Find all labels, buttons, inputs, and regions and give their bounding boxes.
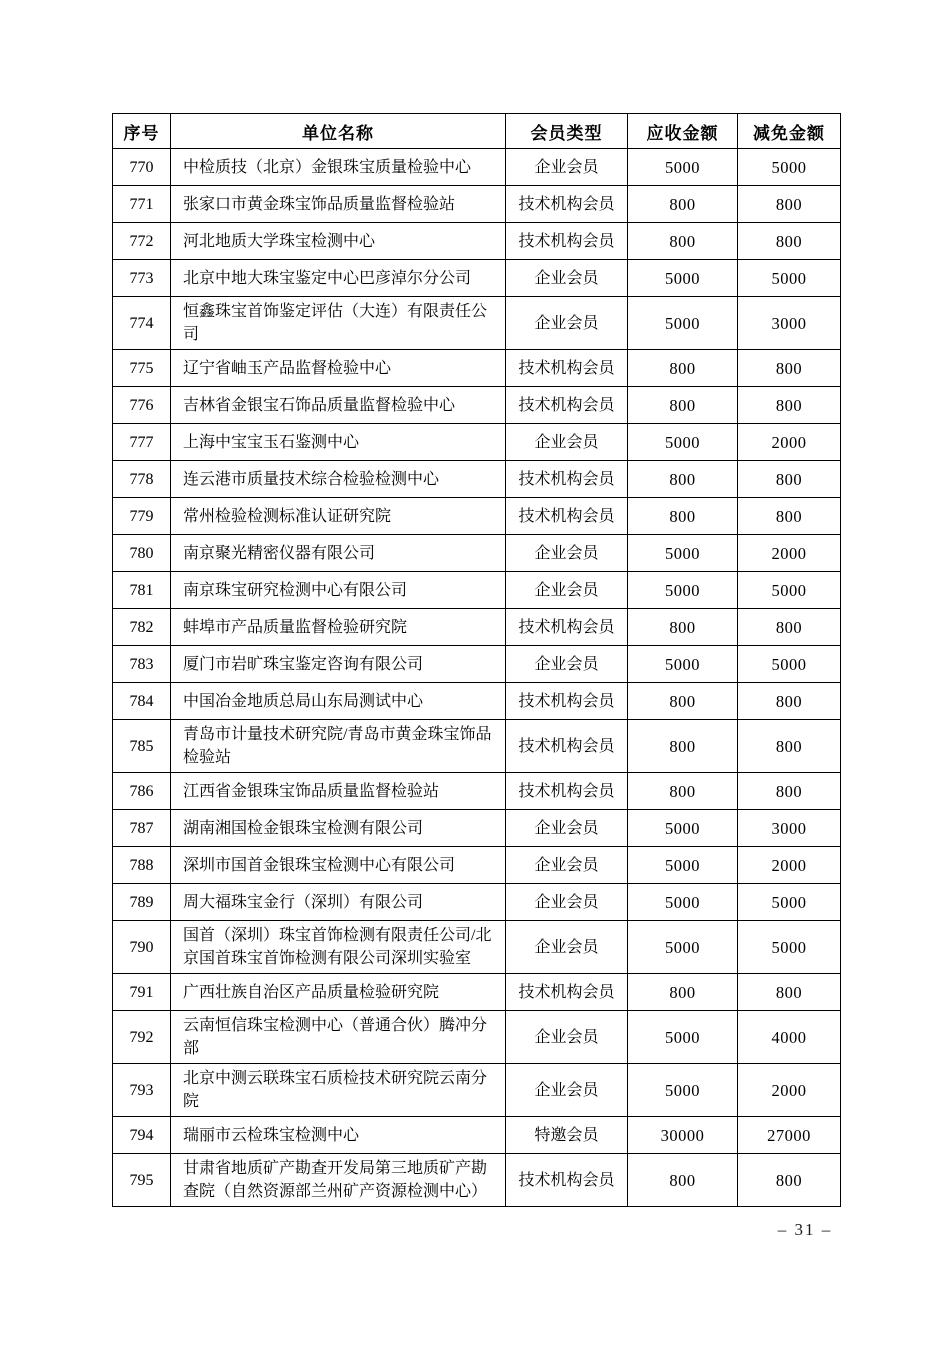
cell-serial: 776: [113, 387, 171, 424]
table-row: [113, 424, 841, 461]
table-row: [113, 1117, 841, 1154]
cell-unit-name: 周大福珠宝金行（深圳）有限公司: [171, 884, 506, 921]
cell-serial: 791: [113, 974, 171, 1011]
cell-unit-name: 连云港市质量技术综合检验检测中心: [171, 461, 506, 498]
cell-reduction: 800: [738, 461, 841, 498]
table-row: [113, 387, 841, 424]
cell-receivable: 800: [628, 974, 738, 1011]
cell-receivable: 800: [628, 720, 738, 773]
column-header-reduction: 减免金额: [738, 114, 841, 149]
cell-member-type: 技术机构会员: [506, 387, 628, 424]
table-row: [113, 260, 841, 297]
column-header-serial: 序号: [113, 114, 171, 149]
table-row: [113, 186, 841, 223]
column-header-receivable: 应收金额: [628, 114, 738, 149]
cell-serial: 790: [113, 921, 171, 974]
cell-receivable: 5000: [628, 921, 738, 974]
page-number: – 31 –: [777, 1220, 833, 1239]
cell-serial: 781: [113, 572, 171, 609]
cell-unit-name: 深圳市国首金银珠宝检测中心有限公司: [171, 847, 506, 884]
cell-reduction: 27000: [738, 1117, 841, 1154]
table-row: [113, 646, 841, 683]
cell-serial: 793: [113, 1064, 171, 1117]
cell-unit-name: 中检质技（北京）金银珠宝质量检验中心: [171, 149, 506, 186]
cell-member-type: 企业会员: [506, 1011, 628, 1064]
cell-receivable: 800: [628, 223, 738, 260]
table-row: [113, 297, 841, 350]
cell-reduction: 2000: [738, 424, 841, 461]
cell-member-type: 技术机构会员: [506, 720, 628, 773]
cell-member-type: 企业会员: [506, 424, 628, 461]
cell-unit-name: 河北地质大学珠宝检测中心: [171, 223, 506, 260]
table-row: [113, 810, 841, 847]
cell-member-type: 企业会员: [506, 810, 628, 847]
cell-member-type: 企业会员: [506, 884, 628, 921]
cell-member-type: 技术机构会员: [506, 186, 628, 223]
cell-receivable: 5000: [628, 1011, 738, 1064]
cell-reduction: 5000: [738, 884, 841, 921]
table-row: [113, 1011, 841, 1064]
cell-receivable: 5000: [628, 535, 738, 572]
cell-member-type: 技术机构会员: [506, 461, 628, 498]
cell-member-type: 技术机构会员: [506, 974, 628, 1011]
cell-reduction: 800: [738, 498, 841, 535]
cell-receivable: 800: [628, 186, 738, 223]
cell-unit-name: 辽宁省岫玉产品监督检验中心: [171, 350, 506, 387]
cell-reduction: 5000: [738, 921, 841, 974]
table-row: [113, 683, 841, 720]
cell-reduction: 800: [738, 609, 841, 646]
cell-serial: 778: [113, 461, 171, 498]
table-row: [113, 773, 841, 810]
cell-receivable: 5000: [628, 572, 738, 609]
cell-reduction: 800: [738, 387, 841, 424]
cell-member-type: 技术机构会员: [506, 683, 628, 720]
cell-unit-name: 青岛市计量技术研究院/青岛市黄金珠宝饰品检验站: [171, 720, 506, 773]
cell-serial: 782: [113, 609, 171, 646]
cell-serial: 779: [113, 498, 171, 535]
cell-receivable: 800: [628, 773, 738, 810]
cell-reduction: 800: [738, 720, 841, 773]
cell-member-type: 企业会员: [506, 149, 628, 186]
cell-serial: 774: [113, 297, 171, 350]
cell-serial: 772: [113, 223, 171, 260]
cell-member-type: 企业会员: [506, 535, 628, 572]
cell-member-type: 技术机构会员: [506, 609, 628, 646]
cell-reduction: 2000: [738, 847, 841, 884]
cell-unit-name: 上海中宝宝玉石鉴测中心: [171, 424, 506, 461]
cell-receivable: 800: [628, 350, 738, 387]
cell-reduction: 5000: [738, 149, 841, 186]
cell-member-type: 技术机构会员: [506, 350, 628, 387]
cell-unit-name: 湖南湘国检金银珠宝检测有限公司: [171, 810, 506, 847]
table-row: [113, 1154, 841, 1207]
cell-unit-name: 吉林省金银宝石饰品质量监督检验中心: [171, 387, 506, 424]
cell-receivable: 5000: [628, 884, 738, 921]
cell-receivable: 800: [628, 387, 738, 424]
cell-unit-name: 甘肃省地质矿产勘查开发局第三地质矿产勘查院（自然资源部兰州矿产资源检测中心）: [171, 1154, 506, 1207]
column-header-unit-name: 单位名称: [171, 114, 506, 149]
cell-unit-name: 北京中地大珠宝鉴定中心巴彦淖尔分公司: [171, 260, 506, 297]
cell-unit-name: 广西壮族自治区产品质量检验研究院: [171, 974, 506, 1011]
cell-receivable: 5000: [628, 297, 738, 350]
cell-reduction: 5000: [738, 646, 841, 683]
cell-reduction: 4000: [738, 1011, 841, 1064]
cell-member-type: 企业会员: [506, 297, 628, 350]
cell-receivable: 5000: [628, 1064, 738, 1117]
table-row: [113, 535, 841, 572]
table-row: [113, 572, 841, 609]
cell-serial: 777: [113, 424, 171, 461]
cell-receivable: 800: [628, 609, 738, 646]
cell-receivable: 800: [628, 498, 738, 535]
cell-reduction: 3000: [738, 810, 841, 847]
membership-fee-table: [112, 113, 841, 1207]
table-row: [113, 1064, 841, 1117]
cell-serial: 789: [113, 884, 171, 921]
cell-unit-name: 厦门市岩旷珠宝鉴定咨询有限公司: [171, 646, 506, 683]
cell-unit-name: 中国冶金地质总局山东局测试中心: [171, 683, 506, 720]
cell-serial: 771: [113, 186, 171, 223]
cell-serial: 792: [113, 1011, 171, 1064]
cell-serial: 795: [113, 1154, 171, 1207]
cell-receivable: 800: [628, 461, 738, 498]
cell-receivable: 5000: [628, 424, 738, 461]
table-row: [113, 921, 841, 974]
table-row: [113, 350, 841, 387]
cell-reduction: 800: [738, 974, 841, 1011]
cell-receivable: 5000: [628, 260, 738, 297]
cell-serial: 787: [113, 810, 171, 847]
cell-unit-name: 北京中测云联珠宝石质检技术研究院云南分院: [171, 1064, 506, 1117]
table-row: [113, 498, 841, 535]
cell-reduction: 5000: [738, 260, 841, 297]
cell-serial: 773: [113, 260, 171, 297]
cell-serial: 785: [113, 720, 171, 773]
table-row: [113, 609, 841, 646]
cell-member-type: 企业会员: [506, 572, 628, 609]
table-header-row: [113, 114, 841, 149]
table-row: [113, 223, 841, 260]
cell-member-type: 技术机构会员: [506, 1154, 628, 1207]
cell-receivable: 800: [628, 683, 738, 720]
cell-reduction: 2000: [738, 1064, 841, 1117]
column-header-member-type: 会员类型: [506, 114, 628, 149]
cell-member-type: 技术机构会员: [506, 223, 628, 260]
cell-member-type: 企业会员: [506, 921, 628, 974]
cell-receivable: 30000: [628, 1117, 738, 1154]
cell-reduction: 800: [738, 1154, 841, 1207]
cell-reduction: 800: [738, 223, 841, 260]
cell-serial: 780: [113, 535, 171, 572]
cell-serial: 775: [113, 350, 171, 387]
cell-reduction: 800: [738, 683, 841, 720]
cell-receivable: 5000: [628, 149, 738, 186]
cell-unit-name: 恒鑫珠宝首饰鉴定评估（大连）有限责任公司: [171, 297, 506, 350]
cell-member-type: 技术机构会员: [506, 498, 628, 535]
cell-reduction: 5000: [738, 572, 841, 609]
table-row: [113, 974, 841, 1011]
cell-reduction: 3000: [738, 297, 841, 350]
cell-unit-name: 瑞丽市云检珠宝检测中心: [171, 1117, 506, 1154]
cell-unit-name: 张家口市黄金珠宝饰品质量监督检验站: [171, 186, 506, 223]
table-row: [113, 720, 841, 773]
cell-reduction: 2000: [738, 535, 841, 572]
cell-reduction: 800: [738, 186, 841, 223]
cell-unit-name: 常州检验检测标准认证研究院: [171, 498, 506, 535]
cell-member-type: 特邀会员: [506, 1117, 628, 1154]
cell-reduction: 800: [738, 773, 841, 810]
cell-receivable: 5000: [628, 847, 738, 884]
table-row: [113, 149, 841, 186]
table-body: [113, 149, 841, 1207]
table-row: [113, 884, 841, 921]
cell-unit-name: 国首（深圳）珠宝首饰检测有限责任公司/北京国首珠宝首饰检测有限公司深圳实验室: [171, 921, 506, 974]
cell-member-type: 企业会员: [506, 260, 628, 297]
table-row: [113, 847, 841, 884]
cell-serial: 770: [113, 149, 171, 186]
cell-serial: 794: [113, 1117, 171, 1154]
cell-serial: 784: [113, 683, 171, 720]
cell-serial: 783: [113, 646, 171, 683]
cell-receivable: 800: [628, 1154, 738, 1207]
cell-unit-name: 蚌埠市产品质量监督检验研究院: [171, 609, 506, 646]
cell-receivable: 5000: [628, 810, 738, 847]
cell-serial: 786: [113, 773, 171, 810]
cell-member-type: 企业会员: [506, 646, 628, 683]
table-row: [113, 461, 841, 498]
cell-unit-name: 云南恒信珠宝检测中心（普通合伙）腾冲分部: [171, 1011, 506, 1064]
cell-receivable: 5000: [628, 646, 738, 683]
cell-member-type: 企业会员: [506, 847, 628, 884]
cell-unit-name: 南京聚光精密仪器有限公司: [171, 535, 506, 572]
cell-unit-name: 南京珠宝研究检测中心有限公司: [171, 572, 506, 609]
cell-member-type: 企业会员: [506, 1064, 628, 1117]
cell-member-type: 技术机构会员: [506, 773, 628, 810]
cell-serial: 788: [113, 847, 171, 884]
cell-reduction: 800: [738, 350, 841, 387]
cell-unit-name: 江西省金银珠宝饰品质量监督检验站: [171, 773, 506, 810]
